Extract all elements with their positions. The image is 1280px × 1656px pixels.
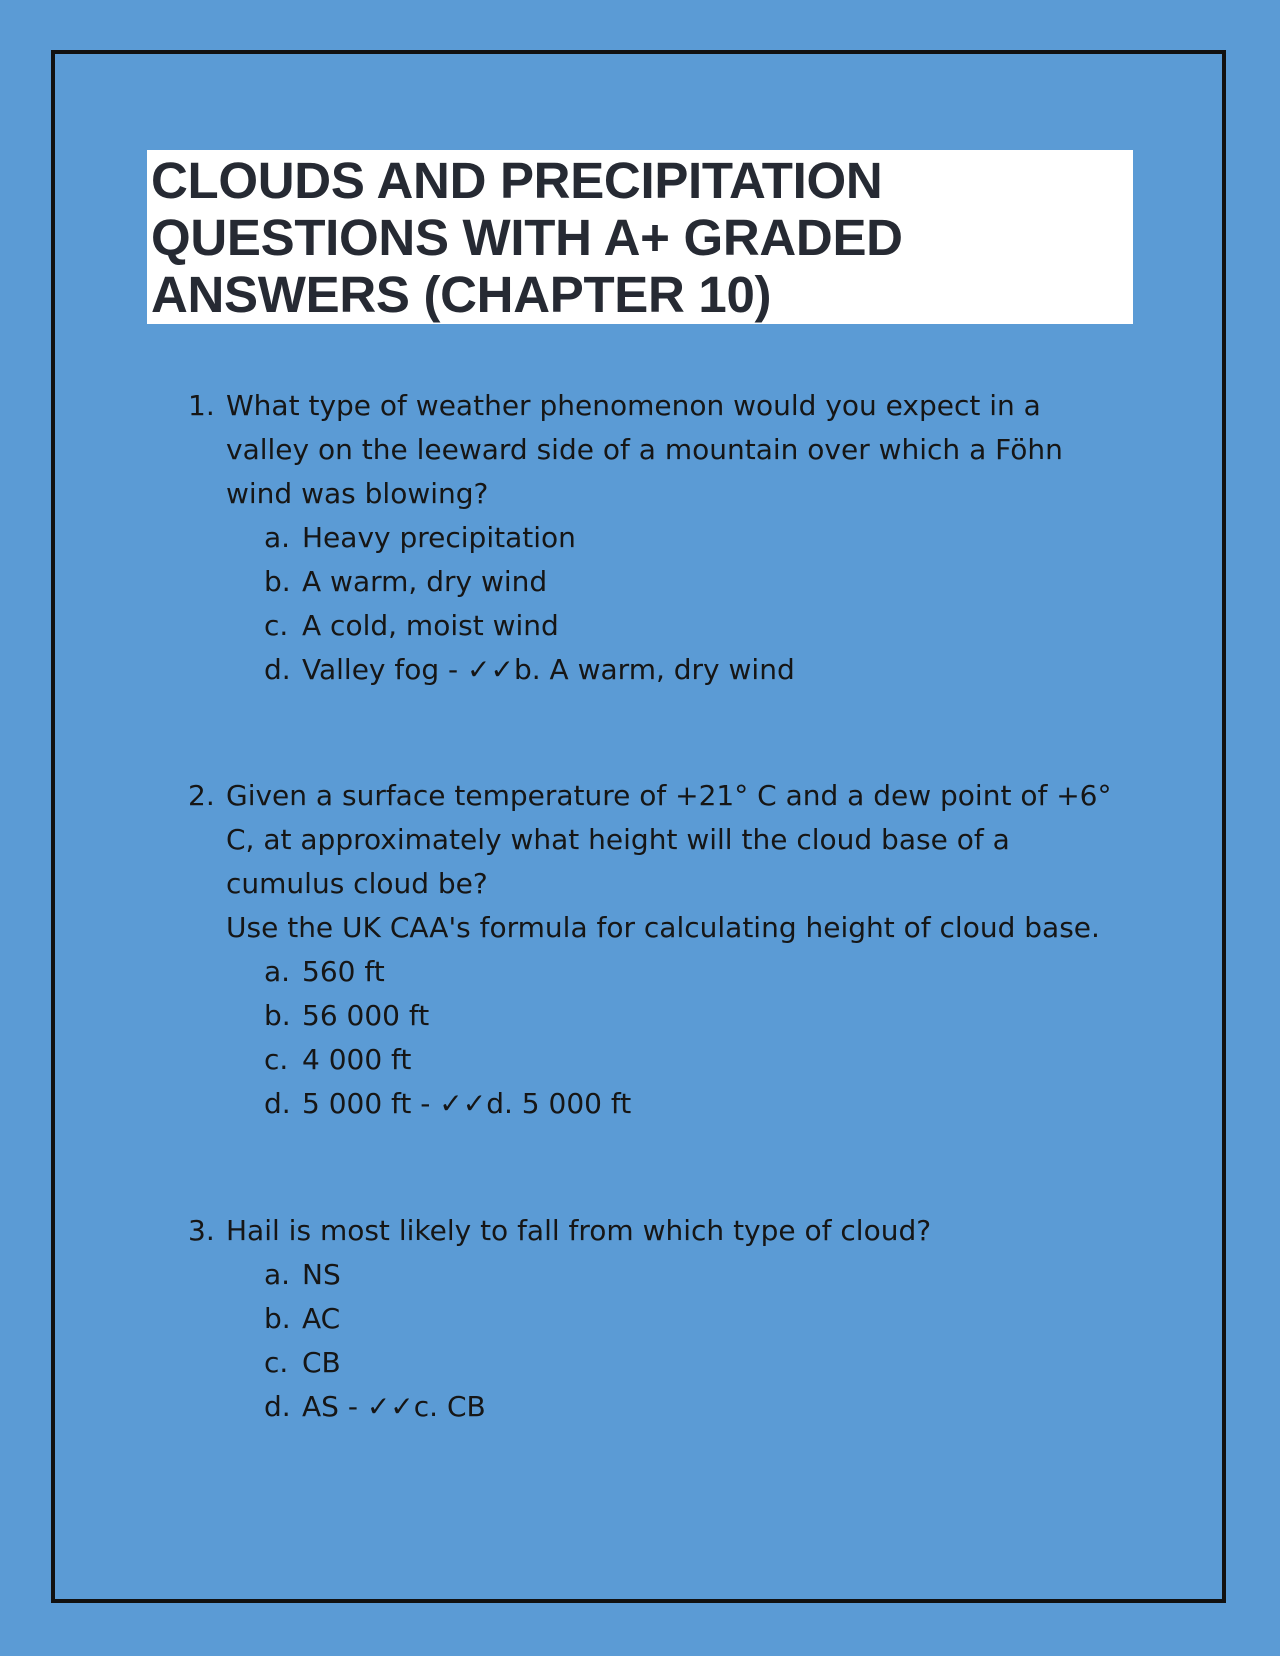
question-number: 2.	[188, 779, 215, 812]
question-3	[188, 1209, 1128, 1429]
title-line: ANSWERS (CHAPTER 10)	[151, 266, 772, 323]
option-text-with-answer: 5 000 ft - ✓✓d. 5 000 ft	[302, 1087, 632, 1120]
title-line: QUESTIONS WITH A+ GRADED	[151, 209, 903, 266]
option-text: AC	[302, 1302, 341, 1335]
answer-options	[188, 950, 1128, 1126]
answer-option	[264, 1297, 1128, 1341]
option-text-with-answer: Valley fog - ✓✓b. A warm, dry wind	[302, 653, 795, 686]
question-instruction: Use the UK CAA's formula for calculating height of cloud base.	[226, 911, 1100, 944]
answer-option	[264, 1341, 1128, 1385]
question-number: 1.	[188, 389, 215, 422]
question-2	[188, 774, 1128, 1126]
option-text: 560 ft	[302, 955, 385, 988]
option-text-with-answer: AS - ✓✓c. CB	[302, 1390, 486, 1423]
answer-option	[264, 994, 1128, 1038]
option-letter: c.	[264, 1043, 289, 1076]
answer-option	[264, 516, 1128, 560]
option-letter: c.	[264, 1346, 289, 1379]
option-letter: a.	[264, 1258, 291, 1291]
question-text: What type of weather phenomenon would you expect in a valley on the leeward side of a mountain over which a Föhn wind was blowing?	[226, 389, 1063, 510]
question-number: 3.	[188, 1214, 215, 1247]
answer-option	[264, 950, 1128, 994]
option-text: A cold, moist wind	[302, 609, 559, 642]
answer-option-with-key	[264, 648, 1128, 692]
option-letter: d.	[264, 653, 291, 686]
option-letter: d.	[264, 1087, 291, 1120]
answer-option-with-key	[264, 1385, 1128, 1429]
answer-option	[264, 1038, 1128, 1082]
answer-options	[188, 516, 1128, 692]
answer-option	[264, 604, 1128, 648]
question-1	[188, 384, 1128, 692]
option-text: Heavy precipitation	[302, 521, 576, 554]
answer-option	[264, 560, 1128, 604]
option-text: 4 000 ft	[302, 1043, 412, 1076]
option-letter: a.	[264, 955, 291, 988]
answer-option	[264, 1253, 1128, 1297]
question-text: Given a surface temperature of +21° C and a dew point of +6° C, at approximately what height will the cloud base of a cumulus cloud be?	[226, 779, 1112, 900]
option-letter: d.	[264, 1390, 291, 1423]
option-text: CB	[302, 1346, 341, 1379]
option-text: 56 000 ft	[302, 999, 430, 1032]
answer-options	[188, 1253, 1128, 1429]
option-text: NS	[302, 1258, 341, 1291]
option-letter: c.	[264, 609, 289, 642]
option-letter: b.	[264, 1302, 291, 1335]
document-title	[147, 150, 1133, 324]
option-letter: b.	[264, 999, 291, 1032]
option-letter: a.	[264, 521, 291, 554]
option-text: A warm, dry wind	[302, 565, 548, 598]
title-line: CLOUDS AND PRECIPITATION	[151, 152, 883, 209]
answer-option-with-key	[264, 1082, 1128, 1126]
option-letter: b.	[264, 565, 291, 598]
question-text: Hail is most likely to fall from which type of cloud?	[226, 1214, 932, 1247]
